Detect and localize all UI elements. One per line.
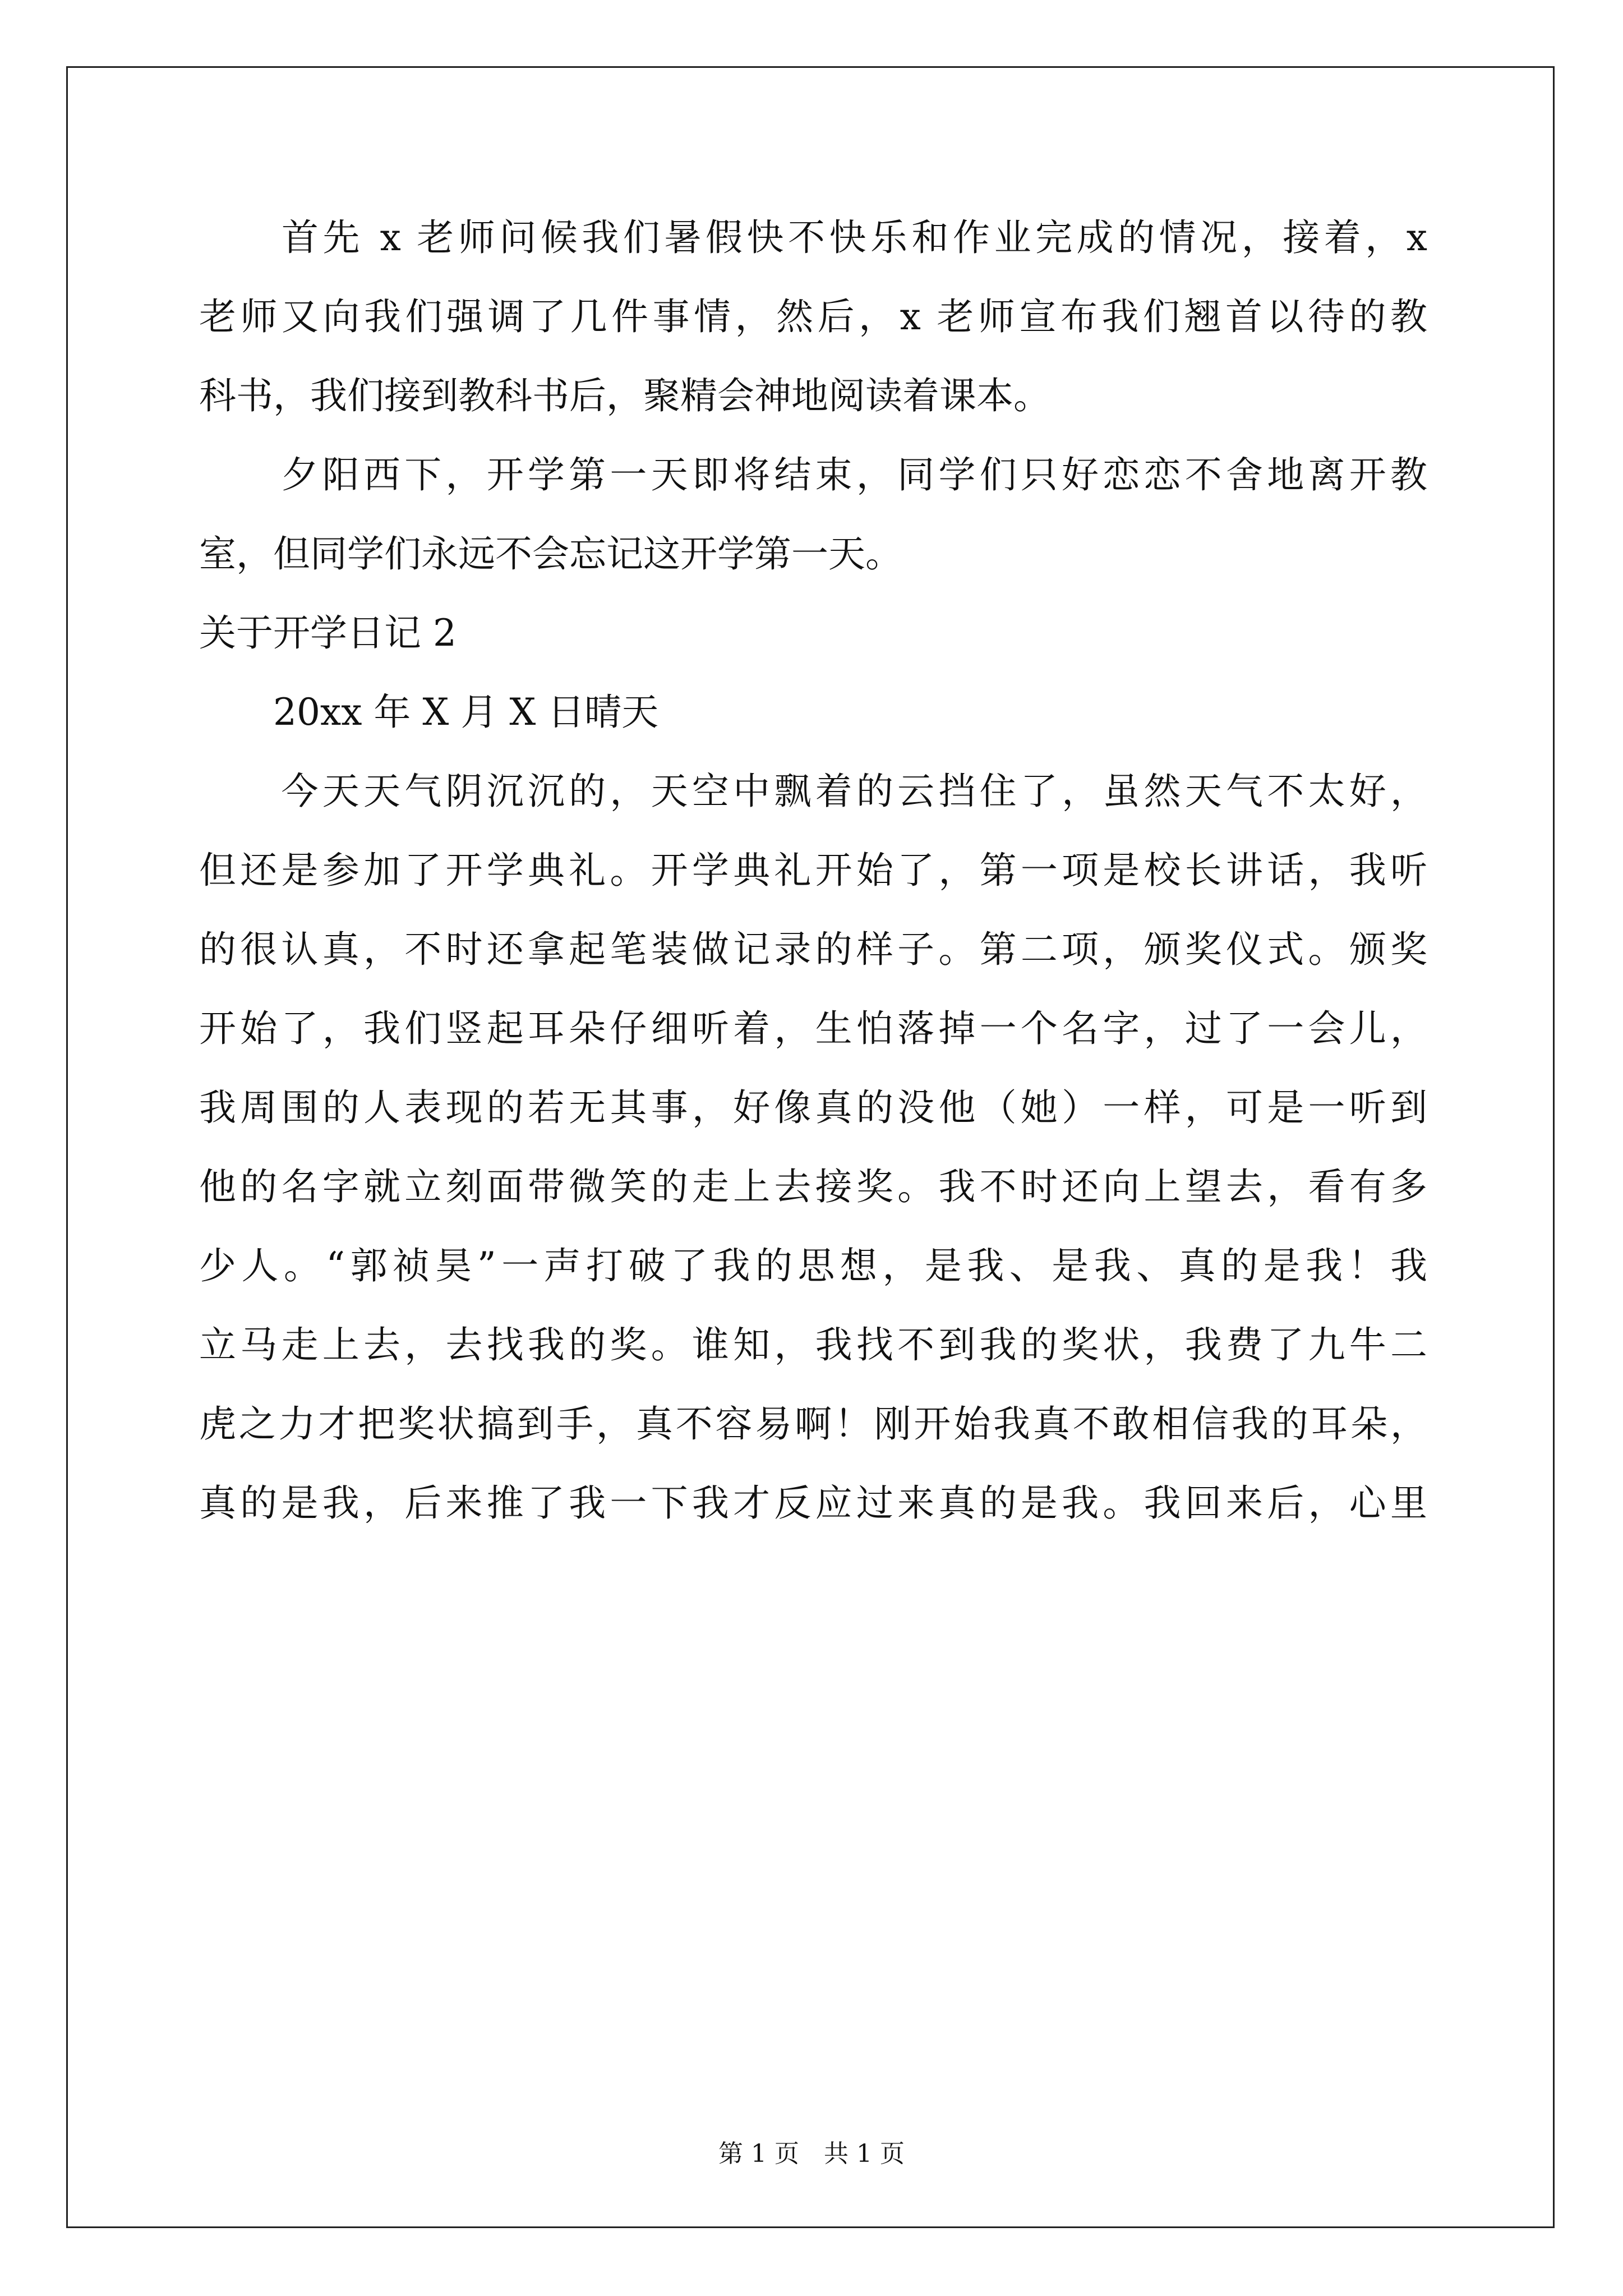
text-line-12: 我周围的人表现的若无其事，好像真的没他（她）一样，可是一听到 bbox=[199, 1086, 1427, 1129]
section-heading: 关于开学日记 2 bbox=[199, 611, 457, 655]
text-line-14: 少人。“郭祯昊”一声打破了我的思想，是我、是我、真的是我！我 bbox=[199, 1244, 1427, 1287]
text-line-4: 夕阳西下，开学第一天即将结束，同学们只好恋恋不舍地离开教 bbox=[199, 453, 1427, 496]
text-line-16: 虎之力才把奖状搞到手，真不容易啊！刚开始我真不敢相信我的耳朵， bbox=[199, 1402, 1427, 1446]
text-line-9: 但还是参加了开学典礼。开学典礼开始了，第一项是校长讲话，我听 bbox=[199, 849, 1427, 892]
page-number: 第 1 页 共 1 页 bbox=[718, 2139, 905, 2168]
text-line-11: 开始了，我们竖起耳朵仔细听着，生怕落掉一个名字，过了一会儿， bbox=[199, 1007, 1427, 1050]
text-line-17: 真的是我，后来推了我一下我才反应过来真的是我。我回来后，心里 bbox=[199, 1481, 1427, 1525]
text-line-3: 科书，我们接到教科书后，聚精会神地阅读着课本。 bbox=[199, 374, 1050, 417]
text-line-13: 他的名字就立刻面带微笑的走上去接奖。我不时还向上望去，看有多 bbox=[199, 1165, 1427, 1208]
text-line-8: 今天天气阴沉沉的，天空中飘着的云挡住了，虽然天气不太好， bbox=[199, 770, 1427, 813]
text-line-5: 室，但同学们永远不会忘记这开学第一天。 bbox=[199, 532, 902, 576]
text-line-10: 的很认真，不时还拿起笔装做记录的样子。第二项，颁奖仪式。颁奖 bbox=[199, 928, 1427, 971]
text-line-15: 立马走上去，去找我的奖。谁知，我找不到我的奖状，我费了九牛二 bbox=[199, 1323, 1427, 1366]
text-line-1: 首先 x 老师问候我们暑假快不快乐和作业完成的情况，接着，x bbox=[199, 216, 1427, 259]
text-line-2: 老师又向我们强调了几件事情，然后，x 老师宣布我们翘首以待的教 bbox=[199, 295, 1427, 338]
diary-date-line: 20xx 年 X 月 X 日晴天 bbox=[199, 691, 659, 734]
